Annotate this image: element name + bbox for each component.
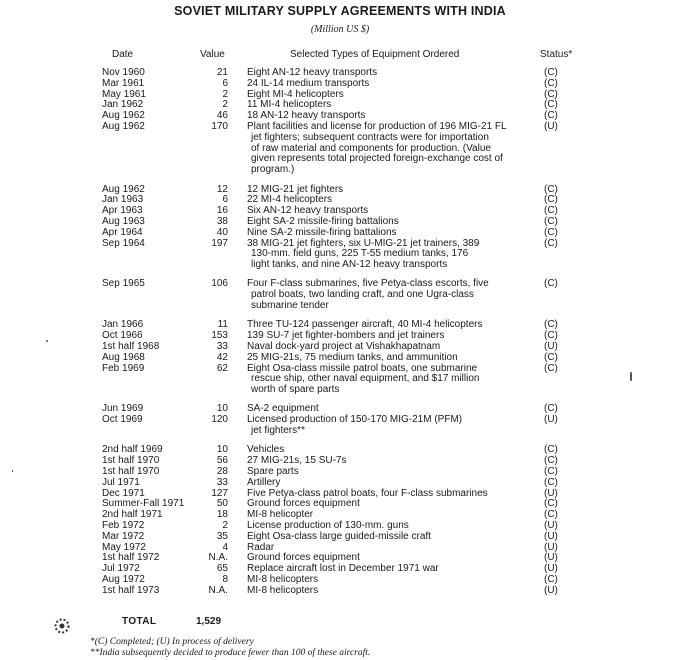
row-equipment — [247, 353, 539, 364]
row-status: (C) — [544, 110, 558, 122]
column-header-equipment: Selected Types of Equipment Ordered — [290, 49, 460, 60]
row-value: 38 — [216, 215, 228, 227]
row-date: Oct 1969 — [102, 414, 143, 426]
row-status: (C) — [544, 67, 558, 78]
row-equipment — [247, 239, 539, 271]
row-status: (C) — [544, 226, 558, 238]
row-value: 65 — [216, 563, 228, 575]
equipment-line: jet fighters** — [251, 424, 305, 436]
row-date: Aug 1962 — [102, 110, 145, 122]
row-status: (C) — [544, 573, 558, 585]
row-date: Mar 1972 — [102, 530, 145, 542]
row-value: 35 — [216, 530, 228, 542]
equipment-line: 130-mm. field guns, 225 T-55 medium tanks, 176 — [251, 248, 469, 260]
equipment-line: Ground forces equipment — [247, 498, 360, 510]
equipment-line: 11 MI-4 helicopters — [247, 99, 332, 111]
equipment-line: program.) — [251, 164, 295, 176]
row-equipment — [247, 364, 539, 396]
row-value: 120 — [211, 414, 228, 426]
equipment-line: Ground forces equipment — [247, 552, 360, 564]
equipment-line: patrol boats, two landing craft, and one Ugra-class — [251, 289, 474, 301]
row-status: (C) — [544, 183, 558, 195]
equipment-line: Eight AN-12 heavy transports — [247, 67, 378, 78]
row-value: 62 — [216, 362, 228, 374]
row-status: (C) — [544, 351, 558, 363]
row-date: Apr 1963 — [102, 205, 143, 217]
row-date: Jan 1963 — [102, 194, 144, 206]
row-status: (C) — [544, 444, 558, 456]
equipment-line: 22 MI-4 helicopters — [247, 194, 333, 206]
equipment-line: Naval dock-yard project at Vishakhapatnam — [247, 340, 441, 352]
equipment-line: submarine tender — [251, 299, 329, 311]
row-status: (C) — [544, 476, 558, 488]
row-date: Apr 1964 — [102, 226, 143, 238]
row-value: 16 — [216, 205, 228, 217]
row-status: (C) — [544, 509, 558, 521]
row-value: 127 — [211, 487, 228, 499]
row-status: (C) — [544, 330, 558, 342]
row-date: Oct 1966 — [102, 330, 143, 342]
row-date: May 1972 — [102, 541, 146, 553]
footnote-aircraft: **India subsequently decided to produce fewer than 100 of these aircraft. — [90, 648, 371, 658]
equipment-line: Artillery — [247, 476, 281, 488]
equipment-line: 12 MIG-21 jet fighters — [247, 183, 344, 195]
row-status: (C) — [544, 99, 558, 111]
row-value: 46 — [216, 110, 228, 122]
row-date: Aug 1963 — [102, 215, 145, 227]
row-equipment — [247, 478, 539, 489]
footnote-status: *(C) Completed; (U) In process of delivery — [90, 637, 254, 647]
row-date: 1st half 1970 — [102, 455, 160, 467]
row-date: Feb 1969 — [102, 362, 145, 374]
row-equipment — [247, 467, 539, 478]
row-date: 1st half 1968 — [102, 340, 160, 352]
row-date: 1st half 1970 — [102, 465, 160, 477]
row-value: 28 — [216, 465, 228, 477]
row-value: 33 — [216, 476, 228, 488]
row-equipment — [247, 279, 539, 311]
equipment-line: MI-8 helicopter — [247, 509, 314, 521]
scan-speck — [630, 372, 632, 381]
row-date: Aug 1962 — [102, 183, 145, 195]
row-value: 40 — [216, 226, 228, 238]
row-value: 10 — [216, 444, 228, 456]
equipment-line: License production of 130-mm. guns — [247, 519, 409, 531]
row-status: (U) — [544, 552, 558, 564]
row-status: (C) — [544, 362, 558, 374]
total-label: TOTAL — [122, 616, 157, 627]
page-subtitle: (Million US $) — [310, 24, 370, 35]
row-status: (C) — [544, 278, 558, 290]
column-header-value: Value — [200, 49, 225, 60]
row-value: 6 — [222, 194, 228, 206]
equipment-line: Nine SA-2 missile-firing battalions — [247, 226, 397, 238]
equipment-line: 27 MIG-21s, 15 SU-7s — [247, 455, 347, 467]
row-date: Jan 1962 — [102, 99, 144, 111]
row-status: (U) — [544, 541, 558, 553]
row-date: Nov 1960 — [102, 67, 145, 78]
equipment-line: Spare parts — [247, 465, 299, 477]
page-title: SOVIET MILITARY SUPPLY AGREEMENTS WITH INDIA — [174, 4, 506, 18]
row-status: (C) — [544, 498, 558, 510]
row-status: (C) — [544, 205, 558, 217]
row-date: 1st half 1973 — [102, 584, 160, 596]
row-date: Aug 1962 — [102, 121, 145, 132]
row-value: N.A. — [208, 552, 228, 564]
row-date: Dec 1971 — [102, 487, 145, 499]
scan-speck — [46, 340, 48, 342]
row-status: (U) — [544, 563, 558, 575]
row-date: Aug 1968 — [102, 351, 145, 363]
row-date: Jul 1971 — [102, 476, 140, 488]
equipment-line: Vehicles — [247, 444, 285, 456]
row-value: 106 — [211, 278, 228, 290]
column-header-status: Status* — [540, 49, 573, 60]
row-date: Jan 1966 — [102, 319, 144, 331]
row-status: (C) — [544, 237, 558, 249]
row-value: 197 — [211, 237, 228, 249]
equipment-line: Four F-class submarines, five Petya-class escorts, five — [247, 278, 489, 290]
equipment-line: Eight Osa-class missile patrol boats, one submarine — [247, 362, 478, 374]
row-value: 2 — [222, 88, 228, 100]
row-status: (U) — [544, 519, 558, 531]
row-value: 4 — [222, 541, 228, 553]
row-equipment — [247, 532, 539, 543]
row-status: (C) — [544, 194, 558, 206]
row-value: 21 — [216, 67, 228, 78]
equipment-line: jet fighters; subsequent contracts were for importation — [251, 131, 489, 143]
equipment-line: Plant facilities and license for production of 196 MIG-21 FL — [247, 121, 507, 132]
row-date: Feb 1972 — [102, 519, 145, 531]
row-date: Sep 1965 — [102, 278, 145, 290]
scan-speck — [12, 470, 13, 472]
row-value: 10 — [216, 403, 228, 415]
equipment-line: light tanks, and nine AN-12 heavy transports — [251, 259, 448, 271]
row-value: 50 — [216, 498, 228, 510]
row-date: May 1961 — [102, 88, 146, 100]
row-status: (U) — [544, 487, 558, 499]
row-status: (U) — [544, 530, 558, 542]
row-date: 2nd half 1971 — [102, 509, 163, 521]
row-value: 33 — [216, 340, 228, 352]
equipment-line: 38 MIG-21 jet fighters, six U-MIG-21 jet trainers, 389 — [247, 237, 480, 249]
row-value: 170 — [211, 121, 228, 132]
row-status: (U) — [544, 121, 558, 132]
equipment-line: 25 MIG-21s, 75 medium tanks, and ammunition — [247, 351, 458, 363]
row-date: 1st half 1972 — [102, 552, 160, 564]
row-value: 56 — [216, 455, 228, 467]
equipment-line: Eight Osa-class large guided-missile craft — [247, 530, 431, 542]
equipment-line: Eight SA-2 missile-firing battalions — [247, 215, 399, 227]
row-status: (U) — [544, 414, 558, 426]
equipment-line: Six AN-12 heavy transports — [247, 205, 369, 217]
row-value: 8 — [222, 573, 228, 585]
row-equipment — [247, 79, 539, 90]
equipment-line: SA-2 equipment — [247, 403, 319, 415]
equipment-line: worth of spare parts — [251, 384, 340, 396]
row-value: 6 — [222, 77, 228, 89]
row-status: (C) — [544, 77, 558, 89]
equipment-line: 139 SU-7 jet fighter-bombers and jet trainers — [247, 330, 445, 342]
row-status: (C) — [544, 455, 558, 467]
row-value: 2 — [222, 519, 228, 531]
row-value: 12 — [216, 183, 228, 195]
row-date: Summer-Fall 1971 — [102, 498, 185, 510]
equipment-line: MI-8 helicopters — [247, 573, 319, 585]
equipment-line: of raw material and components for production. (Value — [251, 142, 491, 154]
equipment-line: Radar — [247, 541, 275, 553]
row-equipment — [247, 228, 539, 239]
row-date: Jul 1972 — [102, 563, 140, 575]
row-equipment — [247, 586, 539, 597]
row-status: (C) — [544, 465, 558, 477]
row-equipment — [247, 415, 539, 437]
row-status: (C) — [544, 88, 558, 100]
row-date: Sep 1964 — [102, 237, 145, 249]
column-header-date: Date — [112, 49, 134, 60]
equipment-line: Five Petya-class patrol boats, four F-class submarines — [247, 487, 488, 499]
row-status: (C) — [544, 215, 558, 227]
equipment-line: Licensed production of 150-170 MIG-21M (PFM) — [247, 414, 463, 426]
equipment-line: rescue ship, other naval equipment, and $17 million — [251, 373, 480, 385]
row-status: (U) — [544, 340, 558, 352]
row-value: N.A. — [208, 584, 228, 596]
row-date: Aug 1972 — [102, 573, 145, 585]
equipment-line: 18 AN-12 heavy transports — [247, 110, 366, 122]
row-value: 42 — [216, 351, 228, 363]
row-date: Jun 1969 — [102, 403, 144, 415]
equipment-line: Eight MI-4 helicopters — [247, 88, 344, 100]
equipment-line: 24 IL-14 medium transports — [247, 77, 370, 89]
row-equipment — [247, 122, 539, 176]
row-value: 18 — [216, 509, 228, 521]
film-sprocket-icon — [52, 616, 72, 636]
row-date: 2nd half 1969 — [102, 444, 163, 456]
equipment-line: Replace aircraft lost in December 1971 war — [247, 563, 439, 575]
equipment-line: MI-8 helicopters — [247, 584, 319, 596]
row-status: (C) — [544, 403, 558, 415]
total-value: 1,529 — [196, 616, 222, 627]
equipment-line: given represents total projected foreign-exchange cost of — [251, 153, 503, 165]
row-value: 153 — [211, 330, 228, 342]
equipment-line: Three TU-124 passenger aircraft, 40 MI-4 helicopters — [247, 319, 483, 331]
row-value: 2 — [222, 99, 228, 111]
row-status: (C) — [544, 319, 558, 331]
row-value: 11 — [217, 319, 228, 331]
row-status: (U) — [544, 584, 558, 596]
row-date: Mar 1961 — [102, 77, 145, 89]
